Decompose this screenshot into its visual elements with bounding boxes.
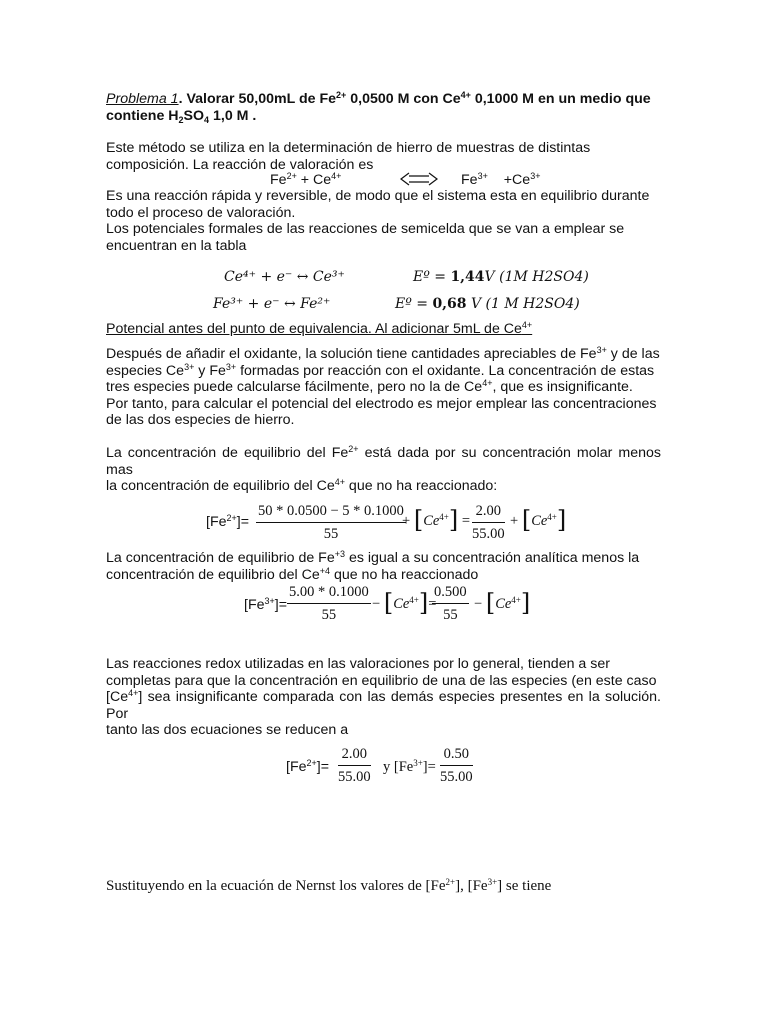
equilibrium-arrow-icon <box>399 171 439 187</box>
half-reaction-iron: Fe³⁺ + e⁻ ↔ Fe²⁺ <box>213 296 331 312</box>
problem-label: Problema 1 <box>106 91 179 107</box>
reaction-description: Es una reacción rápida y reversible, de modo que el sistema esta en equilibrio durante todo el proceso de valoración. Los potenciales formales de las reacciones de semicelda que se van a emplear se encuentran en la tabla <box>106 188 650 254</box>
paragraph-fe2-concentration: La concentración de equilibrio del $Fe^{2+}$ está dada por su concentración molar menos mas la concentración de equilibrio del $Ce^{4+}$ que no ha reaccionado: <box>106 444 661 495</box>
eq2-fraction-2: $\frac{0.500}{55}$ <box>434 584 467 623</box>
eq3-lhs: $[Fe^{2+}]=$ <box>286 758 329 775</box>
potential-iron: Eº = 0,68 V (1 M H2SO4) <box>395 296 580 312</box>
paragraph-redox-completion: Las reacciones redox utilizadas en las valoraciones por lo general, tienden a ser completas para que la concentración en equilibrio de una de las especies (en este caso $[Ce^{4+}]$ sea insignificante comparada con las demás especies presentes en la solución. Por tanto las dos ecuaciones se reducen a <box>106 656 661 739</box>
eq1-ce-term: + $[Ce^{4+}]$ = <box>402 506 471 534</box>
eq2-ce-term-2: − $[Ce^{4+}]$ <box>474 589 531 617</box>
eq3-fraction-fe2: $\frac{2.00}{55.00}$ <box>338 746 371 785</box>
eq3-fraction-fe3: $\frac{0.50}{55.00}$ <box>440 746 473 785</box>
problem-title: Problema 1. Valorar 50,00mL de $Fe^{2+}$ 0,0500 M con $Ce^{4+}$ 0,1000 M en un medio que contiene $H_2SO_4$ 1,0 M . <box>106 90 651 125</box>
half-reaction-cerium: Ce⁴⁺ + e⁻ ↔ Ce³⁺ <box>224 269 345 285</box>
nernst-substitution-line: Sustituyendo en la ecuación de Nernst los valores de $[Fe^{2+}]$, $[Fe^{3+}]$ se tiene <box>106 877 552 894</box>
eq2-fraction: $\frac{5.00 * 0.1000}{55}$ <box>289 584 369 623</box>
eq3-fe3-label: y $[Fe^{3+}]=$ <box>383 758 436 775</box>
eq2-ce-term: − $[Ce^{4+}]=$ <box>372 589 437 617</box>
reaction-products: $Fe^{3+} +Ce^{3+}$ <box>461 171 541 188</box>
eq1-ce-term-2: + $[Ce^{4+}]$ <box>510 506 567 534</box>
section-heading: Potencial antes del punto de equivalencia. Al adicionar 5mL de $Ce^{4+}$ <box>106 320 533 337</box>
paragraph-after-oxidant: Después de añadir el oxidante, la solución tiene cantidades apreciables de $Fe^{3+}$ y de las especies $Ce^{3+}$ y $Fe^{3+}$ formadas por reacción con el oxidante. La concentración de estas tres especies puede calcularse fácilmente, pero no la de $Ce^{4+}$, que es insignificante. Por tanto, para calcular el potencial del electrodo es mejor emplear las concentraciones de las dos especies de hierro. <box>106 345 660 429</box>
eq1-fraction-2: $\frac{2.00}{55.00}$ <box>472 503 505 542</box>
eq1-fraction: $\frac{50 * 0.0500 - 5 * 0.1000}{55}$ <box>258 503 404 542</box>
potential-cerium: Eº = 1,44V (1M H2SO4) <box>413 269 589 285</box>
eq1-lhs: $[Fe^{2+}]=$ <box>206 513 249 530</box>
titration-reaction: $Fe^{2+} + Ce^{4+}$ <box>270 171 342 188</box>
intro-paragraph: Este método se utiliza en la determinación de hierro de muestras de distintas composición. La reacción de valoración es <box>106 140 591 173</box>
eq2-lhs: $[Fe^{3+}]=$ <box>244 596 287 613</box>
paragraph-fe3-concentration: La concentración de equilibrio de $Fe^{+3}$ es igual a su concentración analítica menos la concentración de equilibrio del $Ce^{+4}$ que no ha reaccionado <box>106 549 640 583</box>
